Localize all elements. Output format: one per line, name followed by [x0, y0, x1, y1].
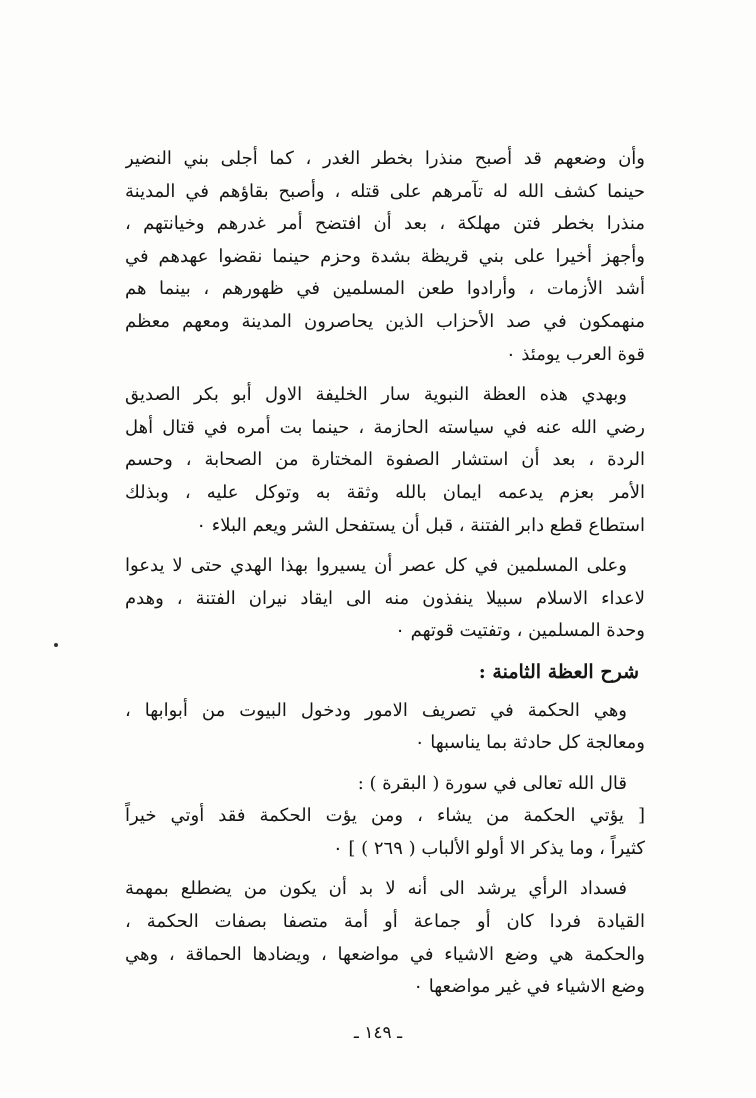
page-number: ـ ١٤٩ ـ — [353, 1023, 403, 1043]
paragraph-5 — [125, 873, 645, 1003]
paragraph-2 — [125, 379, 645, 542]
text-line: منهمكون في صد الأحزاب الذين يحاصرون المدينة ومعهم معظم — [125, 310, 645, 332]
text-line: منذرا بخطر فتن مهلكة ، بعد أن افتضح أمر غدرهم وخيانتهم ، — [125, 213, 645, 235]
text-line: لاعداء الاسلام سبيلا ينفذون منه الى ايقاد نيران الفتنة ، وهدم — [125, 587, 645, 609]
paragraph-3 — [125, 550, 645, 648]
text-line: وأجهز أخيرا على بني قريظة بشدة وحزم حينما نقضوا عهدهم في — [125, 245, 645, 267]
text-line: رضي الله عنه في سياسته الحازمة ، حينما بت أمره في قتال أهل — [125, 416, 645, 438]
text-line: وحدة المسلمين ، وتفتيت قوتهم ٠ — [395, 620, 645, 642]
text-line: قوة العرب يومئذ ٠ — [505, 343, 645, 365]
text-line: الردة ، بعد أن استشار الصفوة المختارة من الصحابة ، وحسم — [125, 449, 645, 471]
quote-intro: قال الله تعالى في سورة ( البقرة ) : — [357, 772, 627, 794]
text-line: القيادة فردا كان أو جماعة أو أمة متصفا بصفات الحكمة ، — [125, 911, 645, 933]
page-body — [125, 143, 645, 1012]
text-line: وأن وضعهم قد أصبح منذرا بخطر الغدر ، كما أجلى بني النضير — [125, 148, 645, 169]
margin-dot — [54, 643, 58, 647]
text-line: وهي الحكمة في تصريف الامور ودخول البيوت من أبوابها ، — [125, 699, 627, 721]
section-heading: شرح العظة الثامنة : — [478, 660, 639, 683]
text-line: وضع الاشياء في غير مواضعها ٠ — [413, 976, 645, 998]
text-line: فسداد الرأي يرشد الى أنه لا بد أن يكون من يضطلع بمهمة — [125, 878, 627, 900]
text-line: استطاع قطع دابر الفتنة ، قبل أن يستفحل الشر ويعم البلاء ٠ — [196, 514, 645, 536]
text-line: حينما كشف الله له تآمرهم على قتله ، وأصبح بقاؤهم في المدينة — [125, 180, 645, 202]
text-line: وعلى المسلمين في كل عصر أن يسيروا بهذا الهدي حتى لا يدعوا — [125, 555, 627, 577]
paragraph-1 — [125, 143, 645, 371]
quote-line: [ يؤتي الحكمة من يشاء ، ومن يؤت الحكمة فقد أوتي خيراً — [125, 805, 645, 827]
text-line: الأمر بعزم يدعمه ايمان بالله وثقة به وتوكل عليه ، وبذلك — [125, 481, 645, 503]
quote-line: كثيراً ، وما يذكر الا أولو الألباب ( ٢٦٩ ) ] ٠ — [332, 837, 645, 859]
text-line: وبهدي هذه العظة النبوية سار الخليفة الاول أبو بكر الصديق — [125, 384, 627, 406]
text-line: ومعالجة كل حادثة بما يناسبها ٠ — [414, 732, 645, 754]
text-line: أشد الأزمات ، وأرادوا طعن المسلمين في ظهورهم ، بينما هم — [125, 278, 645, 300]
text-line: والحكمة هي وضع الاشياء في مواضعها ، ويضادها الحماقة ، وهي — [125, 943, 645, 965]
quote-block — [125, 768, 645, 866]
paragraph-4 — [125, 695, 645, 760]
